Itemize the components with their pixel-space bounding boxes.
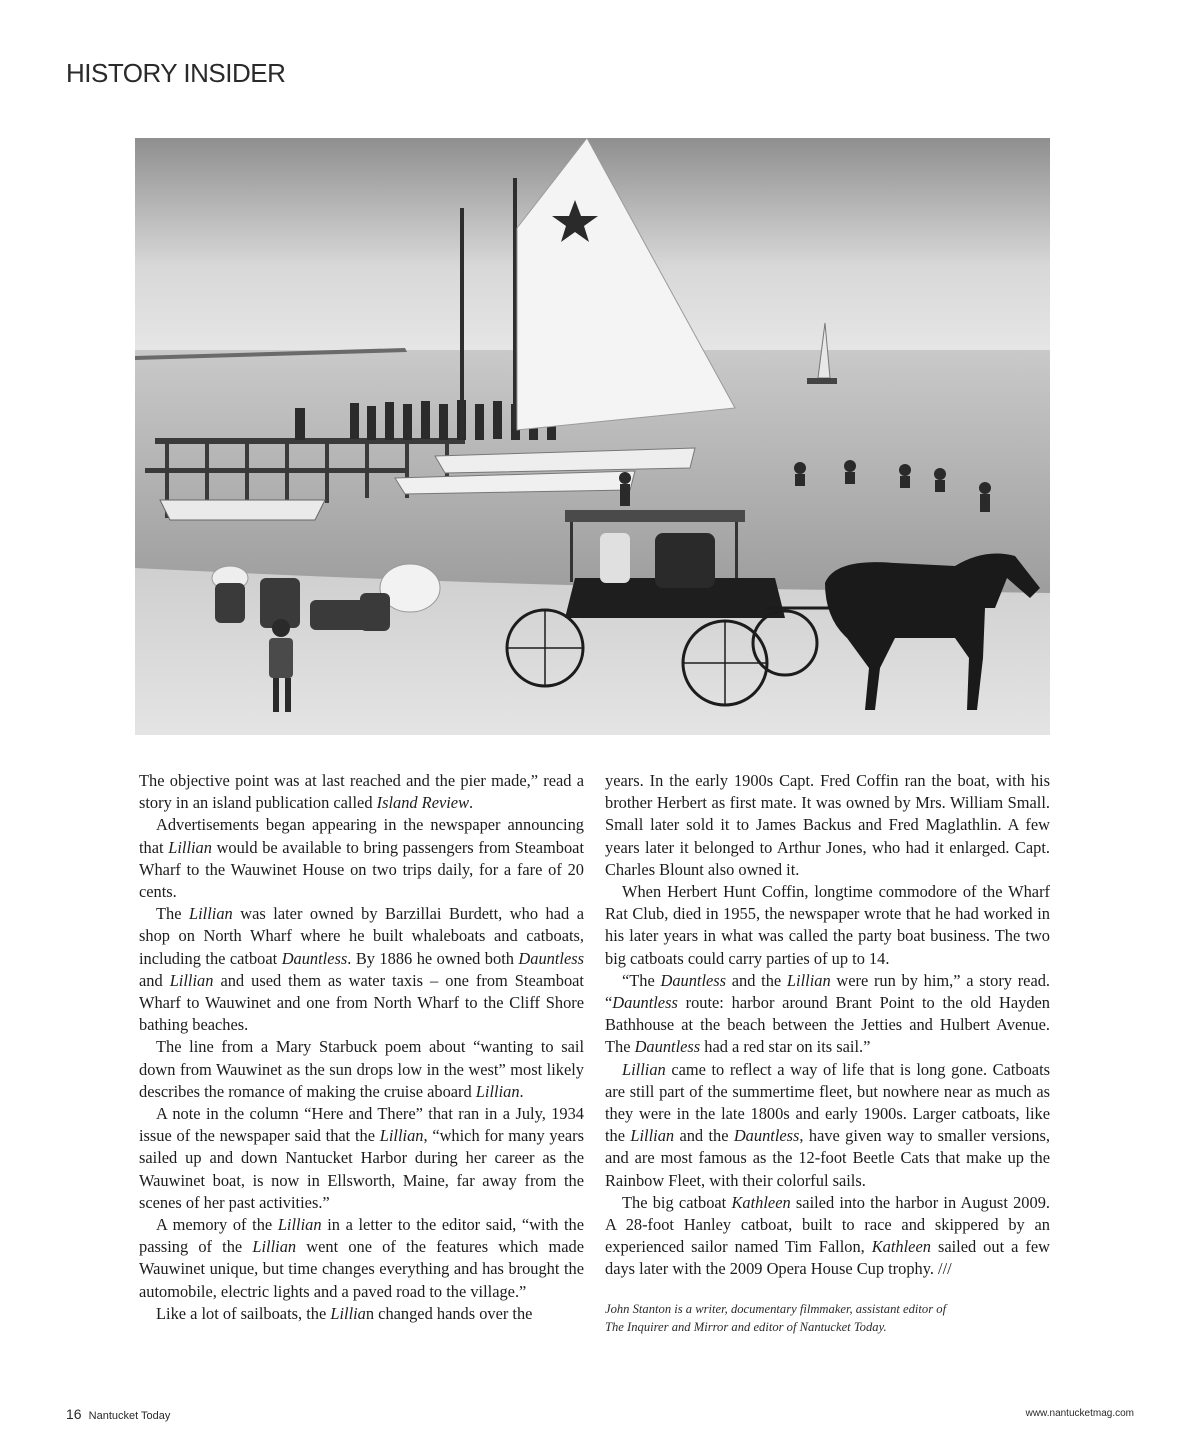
article-column-right (605, 770, 1050, 1281)
article-paragraph: When Herbert Hunt Coffin, longtime commodore of the Wharf Rat Club, died in 1955, the newspaper wrote that he had worked in his later years in what was called the party boat business. The two big catboats could carry parties of up to 14. (605, 882, 1050, 968)
article-paragraph: Lillian came to reflect a way of life that is long gone. Catboats are still part of the summertime fleet, but nowhere near as much as they were in the late 1800s and early 1900s. Larger catboats, like the Lillian and the Dauntless, have given way to smaller versions, and are most famous as the 12-foot Beetle Cats that make up the Rainbow Fleet, with their colorful sails. (605, 1059, 1050, 1190)
article-paragraph: “The Dauntless and the Lillian were run by him,” a story read. “Dauntless route: harbor around Brant Point to the old Hayden Bathhouse at the beach between the Jetties and Hulbert Avenue. The Dauntless had a red star on its sail.” (605, 970, 1051, 1057)
article-column-left (139, 770, 584, 1325)
italic-title: Dauntless (612, 993, 678, 1013)
italic-title: Lillian (475, 1081, 520, 1101)
italic-title: Dauntless (660, 970, 727, 990)
author-bio (605, 1300, 1050, 1336)
article-paragraph: Advertisements began appearing in the newspaper announcing that Lillian would be available to bring passengers from Steamboat Wharf to the Wauwinet House on two trips daily, for a fare of 20 cents. (139, 815, 584, 902)
italic-title: Dauntless (281, 948, 348, 968)
historic-beach-photo (135, 138, 1050, 735)
italic-title: Lillian (252, 1237, 297, 1257)
article-paragraph: The objective point was at last reached and the pier made,” read a story in an island publication called Island Review. (139, 771, 584, 813)
italic-title: Dauntless (518, 948, 584, 968)
italic-title: Kathleen (731, 1192, 791, 1212)
italic-title: Island Review (376, 793, 470, 813)
footer-left (66, 1406, 170, 1422)
author-bio-line: The Inquirer and Mirror and editor of Nantucket Today. (605, 1320, 887, 1334)
italic-title: Lillian (630, 1126, 675, 1146)
article-paragraph: The line from a Mary Starbuck poem about “wanting to sail down from Wauwinet as the sun drops low in the west” most likely describes the romance of making the cruise aboard Lillian. (139, 1037, 584, 1101)
article-paragraph: A memory of the Lillian in a letter to the editor said, “with the passing of the Lillian went one of the features which made Wauwinet unique, but time changes everything and has brought the automobile, electric lights and a paved road to the village.” (139, 1215, 584, 1301)
italic-title: Lillian (189, 904, 233, 924)
article-paragraph: Like a lot of sailboats, the Lillian changed hands over the (156, 1303, 533, 1323)
italic-title: Lillian (622, 1059, 666, 1079)
website-url: www.nantucketmag.com (1025, 1408, 1134, 1419)
italic-title: Kathleen (871, 1237, 931, 1257)
article-paragraph: The Lillian was later owned by Barzillai Burdett, who had a shop on North Wharf where he built whaleboats and catboats, including the catboat Dauntless. By 1886 he owned both Dauntless and Lillian and used them as water taxis – one from Steamboat Wharf to Wauwinet and one from North Wharf to the Cliff Shore bathing beaches. (139, 904, 584, 1035)
publication-name: Nantucket Today (88, 1410, 171, 1422)
italic-title: Lillian (786, 970, 831, 990)
italic-title: Lillian (379, 1126, 424, 1146)
author-bio-line: John Stanton is a writer, documentary filmmaker, assistant editor of (605, 1302, 947, 1316)
italic-title: Lillian (169, 970, 214, 990)
italic-title: Lillian (168, 837, 212, 857)
italic-title: Dauntless (733, 1126, 800, 1146)
article-paragraph: years. In the early 1900s Capt. Fred Coffin ran the boat, with his brother Herbert as first mate. It was owned by Mrs. William Small. Small later sold it to James Backus and Fred Maglathlin. A few years later it belonged to Arthur Jones, who had it enlarged. Capt. Charles Blount also owned it. (605, 771, 1050, 879)
italic-title: Dauntless (634, 1037, 701, 1057)
page-number: 16 (66, 1406, 82, 1422)
section-header: HISTORY INSIDER (66, 58, 286, 88)
article-paragraph: The big catboat Kathleen sailed into the harbor in August 2009. A 28-foot Hanley catboat, built to race and skippered by an experienced sailor named Tim Fallon, Kathleen sailed out a few days later with the 2009 Opera House Cup trophy. /// (605, 1192, 1050, 1279)
italic-title: Lillian (277, 1215, 322, 1235)
italic-title: Lillia (330, 1303, 366, 1323)
article-paragraph: A note in the column “Here and There” that ran in a July, 1934 issue of the newspaper said that the Lillian, “which for many years sailed up and down Nantucket Harbor during her career as the Wauwinet boat, is now in Ellsworth, Maine, far away from the scenes of her past activities.” (139, 1104, 584, 1212)
